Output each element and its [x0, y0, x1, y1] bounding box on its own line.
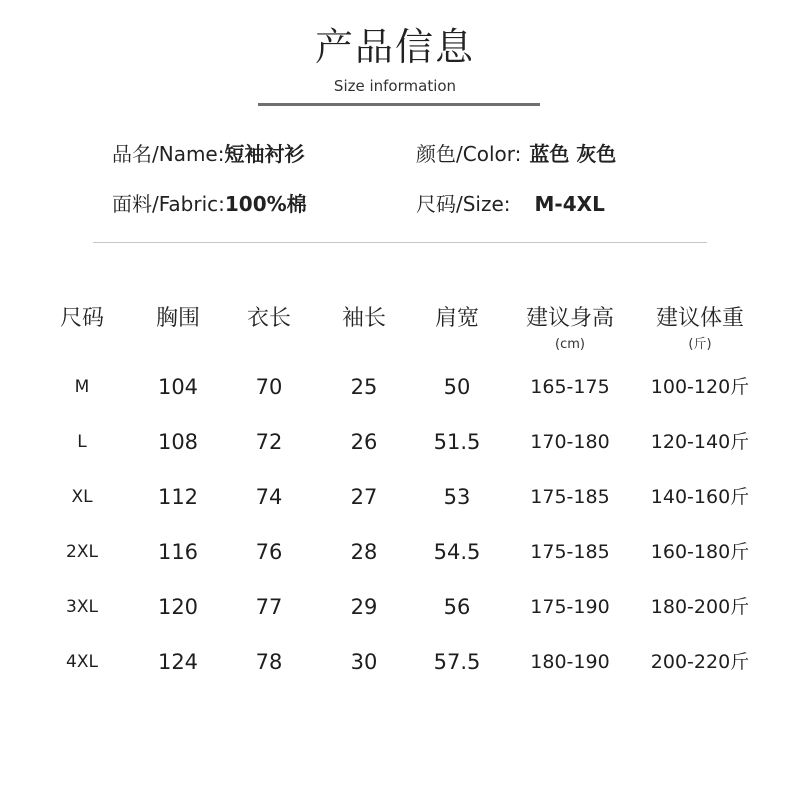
- table-cell: 175-185: [530, 486, 610, 508]
- color-value: 蓝色 灰色: [529, 142, 617, 166]
- table-cell: 30: [350, 650, 378, 674]
- info-size: [416, 190, 605, 218]
- info-color: [416, 140, 616, 168]
- header-sleeve: 袖长: [341, 306, 386, 331]
- page-subtitle: Size information: [333, 77, 457, 95]
- table-cell: 28: [350, 540, 378, 564]
- table-cell: 70: [255, 375, 283, 399]
- header-weight: 建议体重: [655, 306, 744, 331]
- table-cell: 78: [255, 650, 283, 674]
- table-cell: 50: [443, 375, 471, 399]
- header-shoulder: 肩宽: [434, 306, 479, 331]
- weight-unit: (斤): [688, 337, 712, 352]
- table-cell: 51.5: [433, 430, 481, 454]
- table-cell: 165-175: [530, 376, 610, 398]
- table-cell: 57.5: [433, 650, 481, 674]
- fabric-value: 100%棉: [224, 192, 307, 216]
- table-cell: 76: [255, 540, 283, 564]
- table-cell: 72: [255, 430, 283, 454]
- title-underline: [258, 103, 540, 106]
- table-cell: 104: [157, 375, 199, 399]
- table-cell: 74: [255, 485, 283, 509]
- table-cell: 140-160斤: [650, 486, 750, 508]
- table-cell: XL: [71, 487, 93, 507]
- fabric-label: 面料/Fabric:: [112, 192, 225, 216]
- table-cell: 175-190: [530, 596, 610, 618]
- page-title: 产品信息: [314, 25, 475, 69]
- table-cell: 2XL: [66, 542, 98, 562]
- table-cell: 25: [350, 375, 378, 399]
- table-cell: 112: [157, 485, 199, 509]
- table-cell: 26: [350, 430, 378, 454]
- table-cell: 77: [255, 595, 283, 619]
- info-fabric: [112, 190, 307, 218]
- table-cell: 124: [157, 650, 199, 674]
- table-cell: 29: [350, 595, 378, 619]
- size-value: M-4XL: [534, 192, 605, 216]
- table-cell: 27: [350, 485, 378, 509]
- table-cell: 120: [157, 595, 199, 619]
- name-value: 短袖衬衫: [224, 142, 305, 166]
- table-cell: 108: [157, 430, 199, 454]
- table-cell: 56: [443, 595, 471, 619]
- section-divider: [93, 242, 707, 243]
- table-cell: 54.5: [433, 540, 481, 564]
- table-cell: 3XL: [66, 597, 98, 617]
- table-cell: 200-220斤: [650, 651, 750, 673]
- table-cell: 116: [157, 540, 199, 564]
- info-name: [112, 140, 304, 168]
- height-unit: (cm): [555, 337, 585, 352]
- size-label: 尺码/Size:: [416, 192, 511, 216]
- table-cell: 170-180: [530, 431, 610, 453]
- header-chest: 胸围: [155, 306, 200, 331]
- table-cell: 120-140斤: [650, 431, 750, 453]
- color-label: 颜色/Color:: [416, 142, 522, 166]
- table-cell: 180-200斤: [650, 596, 750, 618]
- header-length: 衣长: [246, 306, 291, 331]
- table-cell: M: [74, 377, 90, 397]
- table-cell: 160-180斤: [650, 541, 750, 563]
- table-cell: 180-190: [530, 651, 610, 673]
- table-cell: 53: [443, 485, 471, 509]
- table-cell: 4XL: [66, 652, 98, 672]
- table-cell: 100-120斤: [650, 376, 750, 398]
- table-cell: 175-185: [530, 541, 610, 563]
- header-height: 建议身高: [525, 306, 614, 331]
- table-cell: L: [77, 432, 87, 452]
- header-size: 尺码: [59, 306, 104, 331]
- name-label: 品名/Name:: [112, 142, 225, 166]
